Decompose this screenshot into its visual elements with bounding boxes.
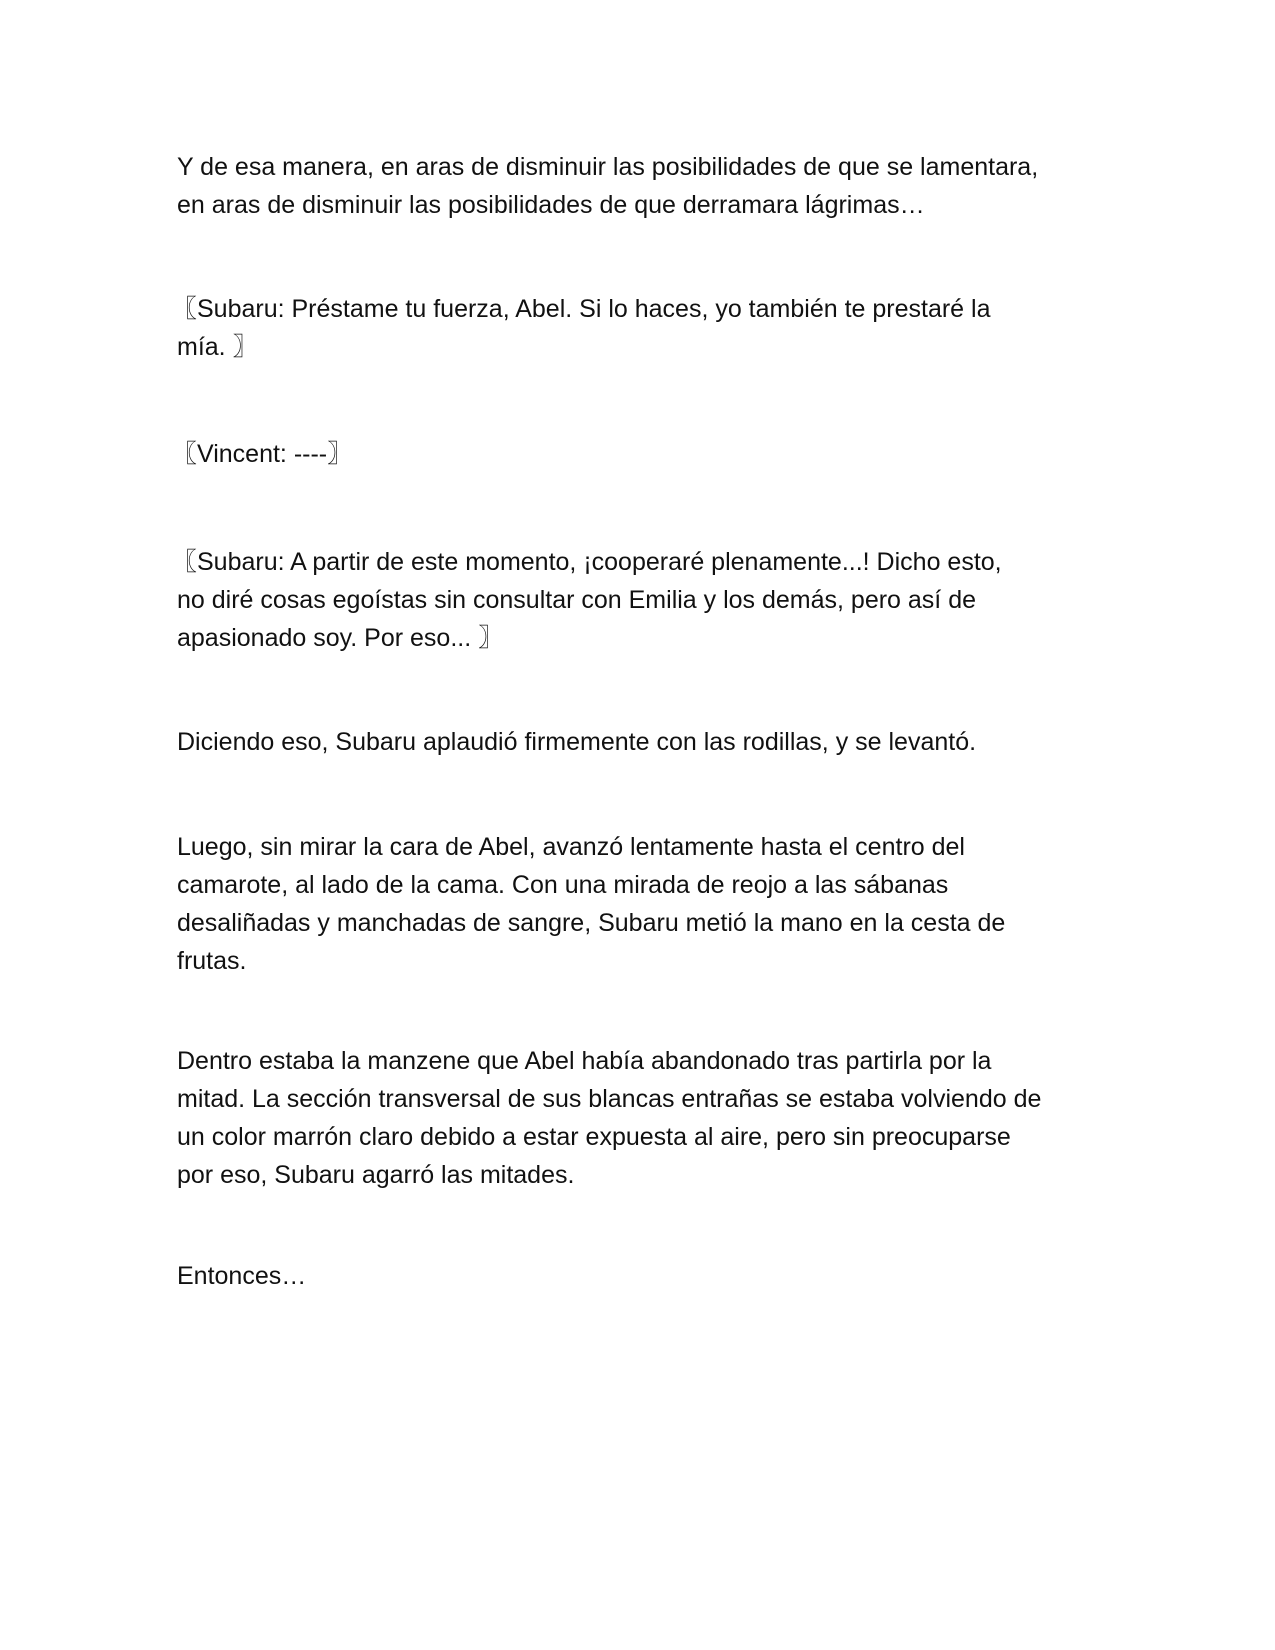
text-line: Entonces… [177, 1262, 307, 1290]
text-line: Diciendo eso, Subaru aplaudió firmemente con las rodillas, y se levantó. [177, 728, 977, 756]
text-line: no diré cosas egoístas sin consultar con Emilia y los demás, pero así de [177, 586, 977, 614]
text-line: 〖Subaru: A partir de este momento, ¡cooperaré plenamente...! Dicho esto, [172, 548, 1002, 576]
paragraph-7 [177, 1042, 1107, 1194]
text-line: en aras de disminuir las posibilidades de que derramara lágrimas… [177, 191, 925, 219]
text-line: Y de esa manera, en aras de disminuir las posibilidades de que se lamentara, [177, 153, 1039, 181]
text-line: apasionado soy. Por eso... 〗 [177, 624, 504, 652]
text-line: camarote, al lado de la cama. Con una mirada de reojo a las sábanas [177, 871, 949, 899]
text-line: mitad. La sección transversal de sus blancas entrañas se estaba volviendo de [177, 1085, 1042, 1113]
paragraph-1 [177, 148, 1107, 224]
paragraph-5 [177, 723, 1107, 761]
paragraph-2-dialogue-subaru [172, 290, 1102, 366]
text-line: Dentro estaba la manzene que Abel había abandonado tras partirla por la [177, 1047, 992, 1075]
text-line: frutas. [177, 947, 247, 975]
text-line: desaliñadas y manchadas de sangre, Subaru metió la mano en la cesta de [177, 909, 1006, 937]
text-line: mía. 〗 [177, 333, 258, 361]
paragraph-8 [177, 1257, 1107, 1295]
text-line: 〖Subaru: Préstame tu fuerza, Abel. Si lo haces, yo también te prestaré la [172, 295, 991, 323]
paragraph-4-dialogue-subaru [172, 543, 1102, 657]
text-line: un color marrón claro debido a estar expuesta al aire, pero sin preocuparse [177, 1123, 1011, 1151]
text-line: por eso, Subaru agarró las mitades. [177, 1161, 575, 1189]
paragraph-6 [177, 828, 1107, 980]
paragraph-3-dialogue-vincent [172, 435, 1102, 473]
text-line: Luego, sin mirar la cara de Abel, avanzó lentamente hasta el centro del [177, 833, 965, 861]
text-line: 〖Vincent: ----〗 [172, 440, 353, 468]
